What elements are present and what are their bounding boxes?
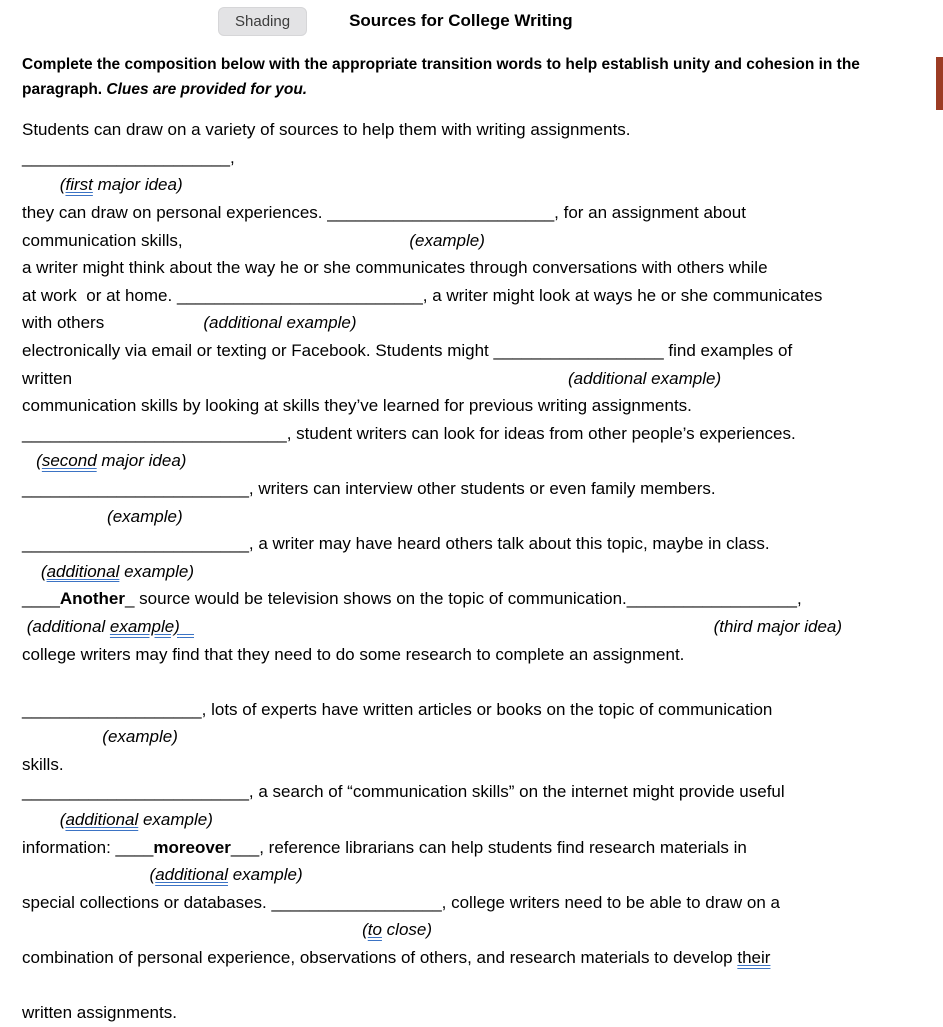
text-segment: ____________________________, student writers can look for ideas from other people’s experiences. [22,423,796,443]
text-line [22,199,938,227]
document-lines [22,116,938,1027]
text-segment: electronically via email or texting or Facebook. Students might __________________ find examples of [22,340,793,360]
text-line [22,171,938,199]
text-segment: ( [22,810,66,830]
text-line [22,392,938,420]
text-line [22,751,938,779]
text-segment: major idea) [92,175,183,195]
text-line [22,558,938,586]
text-segment [180,617,194,636]
text-line [22,116,938,144]
text-segment: example) [109,616,180,636]
text-segment: ( [22,920,368,940]
text-segment [104,313,203,332]
text-line [22,585,938,613]
text-line [22,696,938,724]
text-segment: ___________________, lots of experts have written articles or books on the topic of communication [22,699,773,719]
text-line [22,613,938,641]
text-segment: a writer might think about the way he or she communicates through conversations with others while [22,258,768,278]
text-line [22,641,938,669]
text-segment: ________________________, writers can interview other students or even family members. [22,478,716,498]
text-segment: close) [381,920,433,940]
text-segment: major idea) [96,451,187,471]
text-segment: they can draw on personal experiences. ________________________, for an assignment about [22,203,746,222]
text-line [22,723,938,751]
text-line [22,530,938,558]
text-segment: first [65,175,93,195]
text-line [22,916,938,944]
text-segment: additional [155,865,228,885]
text-segment: ( [22,865,156,885]
text-segment [194,617,714,636]
text-segment: Another [59,589,125,609]
text-line [22,889,938,917]
text-line [22,668,938,696]
instructions-clues: Clues are provided for you. [106,81,308,99]
shading-button[interactable]: Shading [218,7,307,36]
text-line [22,447,938,475]
text-segment: ( [22,616,33,636]
text-line [22,944,938,972]
text-segment: communication skills, [22,230,183,250]
text-segment: written [22,368,73,388]
text-line [22,778,938,806]
text-segment: combination of personal experience, observations of others, and research materials to develop [22,948,738,968]
text-segment: example) [227,865,303,885]
page-title: Sources for College Writing [349,11,573,30]
text-line [22,227,938,255]
instructions-text: Complete the composition below with the appropriate transition words to help establish unity and cohesion in the paragraph. [22,56,860,99]
text-segment: ______________________, [22,147,235,167]
text-line [22,144,938,172]
text-segment: ( [22,175,66,195]
text-segment: additional [46,561,120,581]
text-line [22,999,938,1027]
text-segment: (example) [409,230,485,250]
instructions [22,52,910,102]
text-segment: ________________________, a search of “communication skills” on the internet might provide useful [22,782,785,802]
text-segment: ________________________, a writer may have heard others talk about this topic, maybe in class. [22,534,770,554]
text-segment: college writers may find that they need to do some research to complete an assignment. [22,644,685,664]
text-line [22,282,938,310]
text-segment: (third major idea) [713,616,843,636]
text-segment: additional [32,616,110,636]
text-line [22,834,938,862]
text-line [22,861,938,889]
text-segment [183,231,410,250]
text-line [22,475,938,503]
text-segment: moreover [153,837,231,857]
text-line [22,806,938,834]
text-line [22,503,938,531]
text-segment: additional [65,810,139,830]
text-line [22,972,938,1000]
text-segment: communication skills by looking at skills they’ve learned for previous writing assignments. [22,396,692,416]
text-segment: written assignments. [22,1003,177,1023]
text-line [22,365,938,393]
text-segment: ( [22,451,42,471]
text-segment: second [41,451,97,471]
text-segment: special collections or databases. __________________, college writers need to be able to draw on a [22,892,780,912]
document-header [0,0,943,36]
text-segment: their [737,948,771,968]
text-line [22,420,938,448]
text-segment: skills. [22,754,64,774]
text-segment: at work or at home. __________________________, a writer might look at ways he or she communicates [22,285,823,305]
text-segment: example) [119,561,194,581]
text-segment: ___, reference librarians can help students find research materials in [230,837,747,857]
text-segment: (example) [22,727,178,747]
text-line [22,337,938,365]
text-segment: (example) [22,506,183,526]
text-segment: (additional example) [568,368,722,388]
text-line [22,309,938,337]
text-segment: information: ____ [22,837,154,857]
text-segment: ( [22,561,47,581]
text-segment: example) [138,810,213,830]
text-segment: _ source would be television shows on the topic of communication.__________________, [125,589,802,609]
text-line [22,254,938,282]
text-segment: (additional example) [203,313,357,333]
scroll-marker[interactable] [936,57,943,110]
text-segment: ____ [22,589,60,609]
text-segment: Students can draw on a variety of sources to help them with writing assignments. [22,120,631,140]
text-segment [72,369,568,388]
text-segment: to [367,920,382,940]
text-segment: with others [22,313,105,333]
